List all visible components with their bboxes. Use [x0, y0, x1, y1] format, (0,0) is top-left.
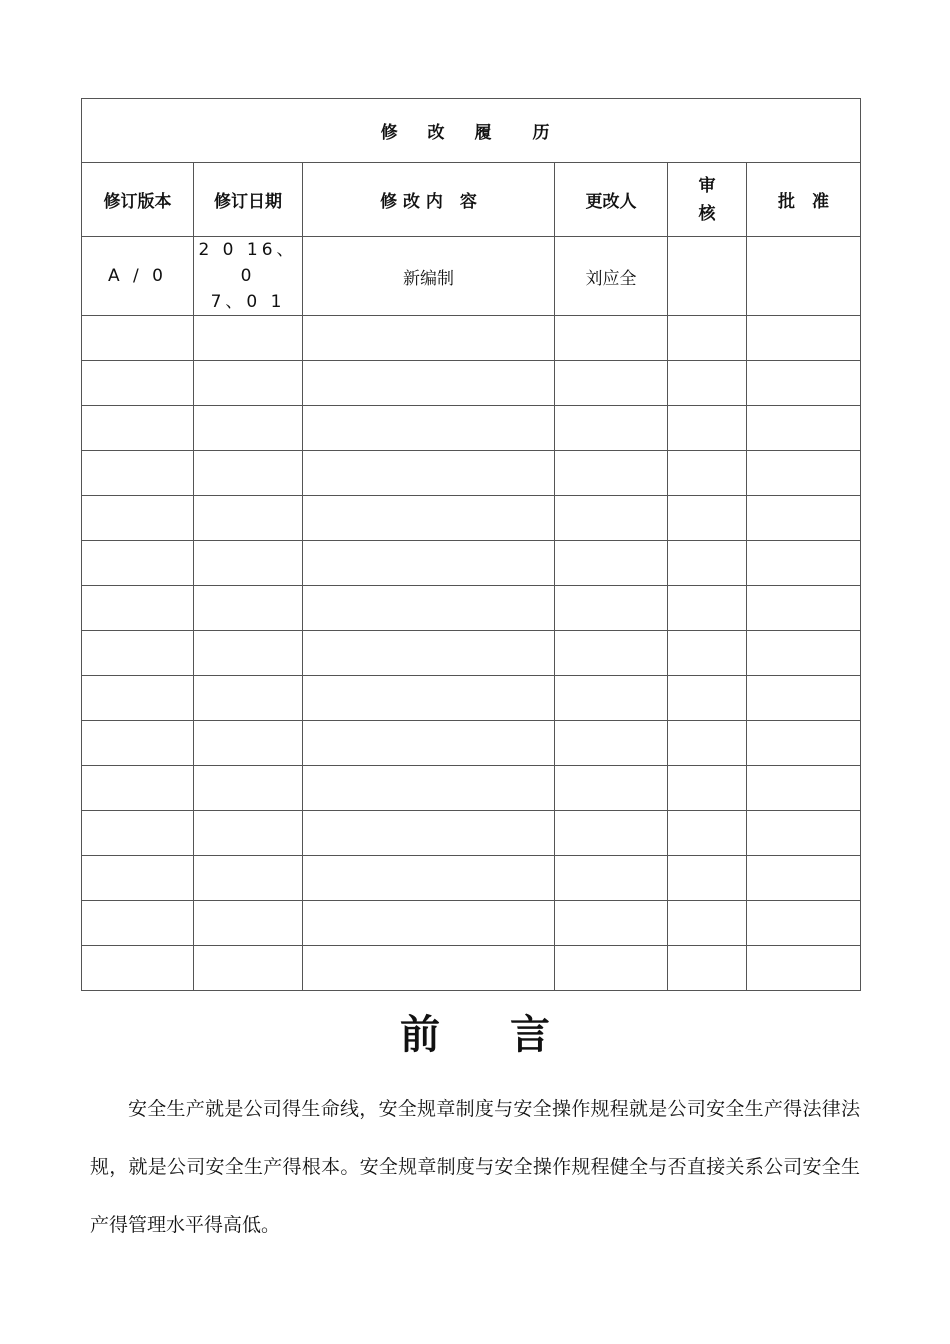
cell-date-line2: 7、0 1	[210, 292, 286, 312]
table-title	[82, 99, 861, 163]
cell-changer: 刘应全	[555, 237, 668, 316]
table-cell	[668, 901, 747, 946]
table-cell	[668, 406, 747, 451]
table-cell	[747, 406, 861, 451]
table-row	[82, 406, 861, 451]
preface-title-text: 前言	[400, 1011, 620, 1058]
header-content: 修 改 内 容	[303, 163, 555, 237]
table-cell	[555, 316, 668, 361]
table-cell	[194, 496, 303, 541]
table-cell	[747, 316, 861, 361]
table-cell	[82, 496, 194, 541]
table-cell	[555, 451, 668, 496]
table-cell	[668, 586, 747, 631]
table-row	[82, 856, 861, 901]
cell-content: 新编制	[303, 237, 555, 316]
table-cell	[747, 451, 861, 496]
table-cell	[555, 631, 668, 676]
table-title-text: 修 改 履 历	[380, 123, 562, 143]
table-cell	[82, 316, 194, 361]
table-row	[82, 361, 861, 406]
table-cell	[82, 946, 194, 991]
table-cell	[668, 946, 747, 991]
cell-approve	[747, 237, 861, 316]
table-cell	[555, 901, 668, 946]
table-cell	[668, 451, 747, 496]
table-cell	[747, 586, 861, 631]
cell-date	[194, 237, 303, 316]
table-cell	[555, 361, 668, 406]
table-cell	[82, 676, 194, 721]
empty-rows	[82, 316, 861, 991]
table-cell	[82, 451, 194, 496]
table-cell	[194, 361, 303, 406]
table-cell	[555, 721, 668, 766]
table-cell	[303, 316, 555, 361]
table-cell	[555, 406, 668, 451]
table-cell	[303, 541, 555, 586]
table-cell	[747, 721, 861, 766]
table-cell	[668, 631, 747, 676]
table-cell	[303, 406, 555, 451]
table-cell	[82, 541, 194, 586]
table-cell	[303, 496, 555, 541]
table-cell	[194, 541, 303, 586]
table-cell	[668, 361, 747, 406]
table-row	[82, 451, 861, 496]
table-cell	[747, 496, 861, 541]
table-cell	[668, 811, 747, 856]
table-cell	[555, 541, 668, 586]
table-cell	[82, 586, 194, 631]
table-cell	[668, 541, 747, 586]
table-cell	[555, 586, 668, 631]
preface-paragraph: 安全生产就是公司得生命线，安全规章制度与安全操作规程就是公司安全生产得法律法规，就是公司安全生产得根本。安全规章制度与安全操作规程健全与否直接关系公司安全生产得管理水平得高低。	[90, 1098, 860, 1236]
table-cell	[303, 451, 555, 496]
table-cell	[668, 766, 747, 811]
table-row	[82, 496, 861, 541]
table-cell	[82, 901, 194, 946]
cell-date-line1: 2 0 16、0	[198, 240, 298, 286]
table-row	[82, 766, 861, 811]
table-row	[82, 811, 861, 856]
header-row	[82, 163, 861, 237]
header-review	[668, 163, 747, 237]
table-cell	[747, 856, 861, 901]
table-cell	[303, 766, 555, 811]
table-cell	[303, 361, 555, 406]
table-cell	[668, 316, 747, 361]
table-cell	[82, 361, 194, 406]
table-cell	[194, 451, 303, 496]
table-cell	[303, 676, 555, 721]
table-cell	[303, 856, 555, 901]
table-cell	[82, 406, 194, 451]
table-cell	[194, 766, 303, 811]
table-cell	[194, 946, 303, 991]
table-cell	[303, 721, 555, 766]
header-review-line1: 审	[698, 175, 716, 196]
table-cell	[303, 631, 555, 676]
table-cell	[555, 766, 668, 811]
table-cell	[668, 496, 747, 541]
table-cell	[555, 946, 668, 991]
table-row	[82, 586, 861, 631]
table-cell	[303, 901, 555, 946]
header-review-line2: 核	[698, 203, 716, 224]
table-cell	[555, 811, 668, 856]
table-cell	[668, 676, 747, 721]
table-cell	[555, 496, 668, 541]
cell-version: A / 0	[82, 237, 194, 316]
table-cell	[668, 721, 747, 766]
table-cell	[747, 946, 861, 991]
table-cell	[82, 811, 194, 856]
table-cell	[555, 676, 668, 721]
table-cell	[555, 856, 668, 901]
table-cell	[303, 946, 555, 991]
table-cell	[194, 406, 303, 451]
cell-review	[668, 237, 747, 316]
table-cell	[82, 631, 194, 676]
table-cell	[303, 811, 555, 856]
table-row	[82, 676, 861, 721]
table-cell	[747, 901, 861, 946]
header-changer: 更改人	[555, 163, 668, 237]
table-row	[82, 237, 861, 316]
header-date: 修订日期	[194, 163, 303, 237]
table-cell	[747, 361, 861, 406]
table-cell	[82, 856, 194, 901]
table-cell	[194, 631, 303, 676]
table-cell	[194, 676, 303, 721]
table-cell	[194, 901, 303, 946]
table-row	[82, 946, 861, 991]
table-cell	[194, 856, 303, 901]
table-cell	[82, 721, 194, 766]
table-row	[82, 631, 861, 676]
table-cell	[747, 766, 861, 811]
preface-title	[0, 1003, 950, 1060]
table-cell	[194, 316, 303, 361]
table-cell	[747, 676, 861, 721]
table-cell	[668, 856, 747, 901]
table-row	[82, 721, 861, 766]
header-version: 修订版本	[82, 163, 194, 237]
table-cell	[194, 811, 303, 856]
table-row	[82, 901, 861, 946]
table-cell	[82, 766, 194, 811]
table-cell	[747, 631, 861, 676]
table-cell	[194, 586, 303, 631]
table-cell	[747, 811, 861, 856]
revision-history-table	[81, 98, 861, 991]
table-cell	[194, 721, 303, 766]
table-cell	[747, 541, 861, 586]
table-row	[82, 541, 861, 586]
header-approve: 批 准	[747, 163, 861, 237]
table-row	[82, 316, 861, 361]
table-cell	[303, 586, 555, 631]
